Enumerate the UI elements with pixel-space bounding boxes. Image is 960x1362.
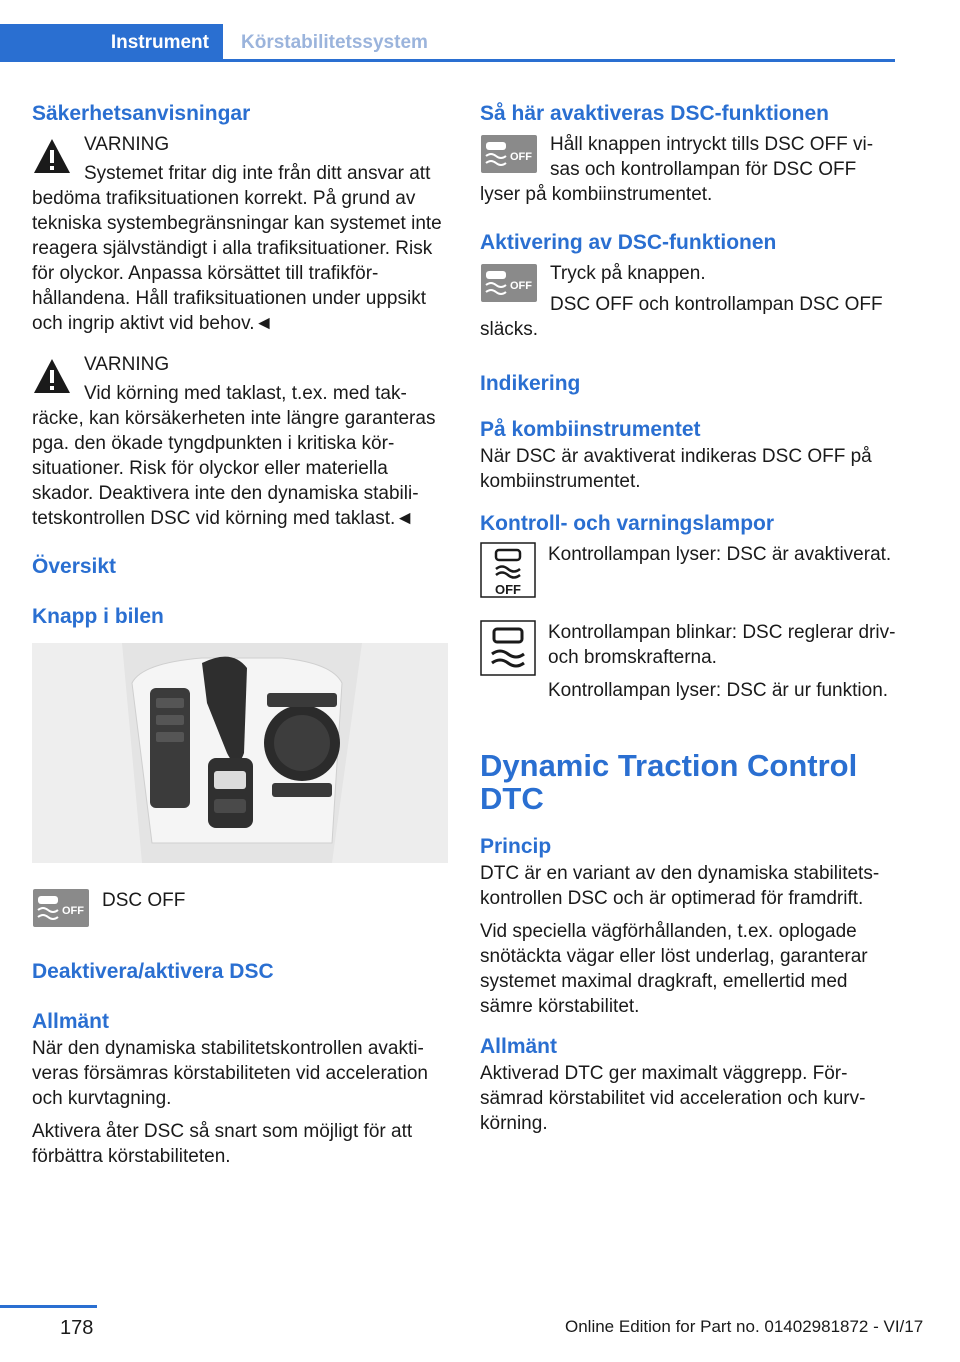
dsc-off-icon [480, 263, 538, 303]
lamp-2-text-1: Kontrollampan blinkar: DSC reglerar driv- och bromskrafterna. [548, 622, 896, 668]
cluster-heading: På kombiinstrumentet [480, 418, 701, 441]
activation-row [480, 261, 896, 342]
lamps-heading: Kontroll- och varningslampor [480, 512, 775, 535]
dsc-off-row [32, 886, 448, 932]
center-console-photo [32, 643, 448, 863]
button-heading: Knapp i bilen [32, 605, 164, 628]
left-column [32, 100, 448, 1169]
principle-heading: Princip [480, 835, 552, 858]
deactivate-heading: Deaktivera/aktivera DSC [32, 960, 274, 983]
dsc-lamp-icon [480, 620, 536, 676]
svg-text:OFF: OFF [495, 582, 521, 597]
activation-text-1: Tryck på knappen. [550, 263, 706, 284]
general-heading-left: Allmänt [32, 1010, 110, 1033]
lamp-2-row [480, 620, 896, 703]
tab-korstabilitetssystem: Körstabilitetssystem [241, 32, 428, 53]
deactivation-text: Håll knappen intryckt tills DSC OFF visas och kontrollampan för DSC OFF lyser på kombiinstrumentet. [480, 134, 874, 205]
svg-text:OFF: OFF [510, 280, 532, 292]
safety-heading: Säkerhetsanvisningar [32, 102, 251, 125]
lamp-1-text: Kontrollampan lyser: DSC är avaktiverat. [548, 544, 892, 565]
dsc-off-lamp-icon [480, 542, 536, 598]
warning-2-label: VARNING [84, 354, 170, 375]
general-text-right: Aktiverad DTC ger maximalt väggrepp. Försämrad körstabilitet vid acceleration och kurvkörning. [480, 1063, 866, 1134]
page-header [0, 24, 895, 62]
general-text-2: Aktivera åter DSC så snart som möjligt för att förbättra körstabiliteten. [32, 1121, 413, 1167]
activation-text-2: DSC OFF och kontrollampan DSC OFF släcks. [480, 294, 883, 340]
footer-rule [0, 1305, 97, 1308]
indication-heading: Indikering [480, 372, 581, 395]
warning-2-text: Vid körning med taklast, t.ex. med takräcke, kan körsäkerheten inte längre garanteras pga. den ökade tyngdpunkten i kritiska körsituationer. Risk för olyckor eller materiella skador. Deaktivera inte den dynamiska stabilitetskontrollen DSC vid körning med taklast.◄ [32, 383, 436, 529]
principle-text-1: DTC är en variant av den dynamiska stabilitetskontrollen DSC och är optimerad för framdrift. [480, 863, 880, 909]
svg-text:OFF: OFF [510, 151, 532, 163]
page-number: 178 [60, 1317, 94, 1339]
dsc-off-icon [32, 888, 90, 928]
cluster-text: När DSC är avaktiverat indikeras DSC OFF på kombiinstrumentet. [480, 446, 872, 492]
overview-heading: Översikt [32, 555, 117, 578]
edition-text: Online Edition for Part no. 01402981872 - VI/17 [565, 1317, 924, 1336]
dsc-off-icon [480, 134, 538, 174]
right-column [480, 100, 896, 1136]
warning-1-text: Systemet fritar dig inte från ditt ansvar att bedöma trafiksituationen korrekt. På grund av tekniska systembegränsningar kan systemet inte reagera självständigt i alla trafiksituationer. Risk för olyckor. Anpassa körsättet till trafikförhållandena. Håll trafiksituationen under uppsikt och ingrip aktivt vid behov.◄ [32, 163, 442, 334]
activation-heading: Aktivering av DSC-funktionen [480, 231, 777, 254]
warning-1 [32, 132, 448, 336]
warning-2 [32, 352, 448, 531]
deactivation-row [480, 132, 896, 207]
warning-triangle-icon [32, 356, 72, 396]
warning-1-label: VARNING [84, 134, 170, 155]
dtc-heading: Dynamic Traction Control DTC [480, 748, 858, 816]
principle-text-2: Vid speciella vägförhållanden, t.ex. oplogade snötäckta vägar eller löst underlag, garanterar systemet maximal dragkraft, emellertid med sämre körstabilitet. [480, 921, 868, 1017]
tab-instrument: Instrument [0, 24, 223, 62]
general-text-1: När den dynamiska stabilitetskontrollen avaktiveras försämras körstabiliteten vid acceleration och kurvtagning. [32, 1038, 429, 1109]
header-rule [0, 59, 895, 62]
warning-triangle-icon [32, 136, 72, 176]
lamp-2-text-2: Kontrollampan lyser: DSC är ur funktion. [548, 680, 889, 701]
dsc-off-label: DSC OFF [102, 890, 186, 911]
svg-text:OFF: OFF [62, 905, 84, 917]
general-heading-right: Allmänt [480, 1035, 558, 1058]
lamp-1-row [480, 542, 896, 602]
deactivation-heading: Så här avaktiveras DSC-funktionen [480, 102, 829, 125]
